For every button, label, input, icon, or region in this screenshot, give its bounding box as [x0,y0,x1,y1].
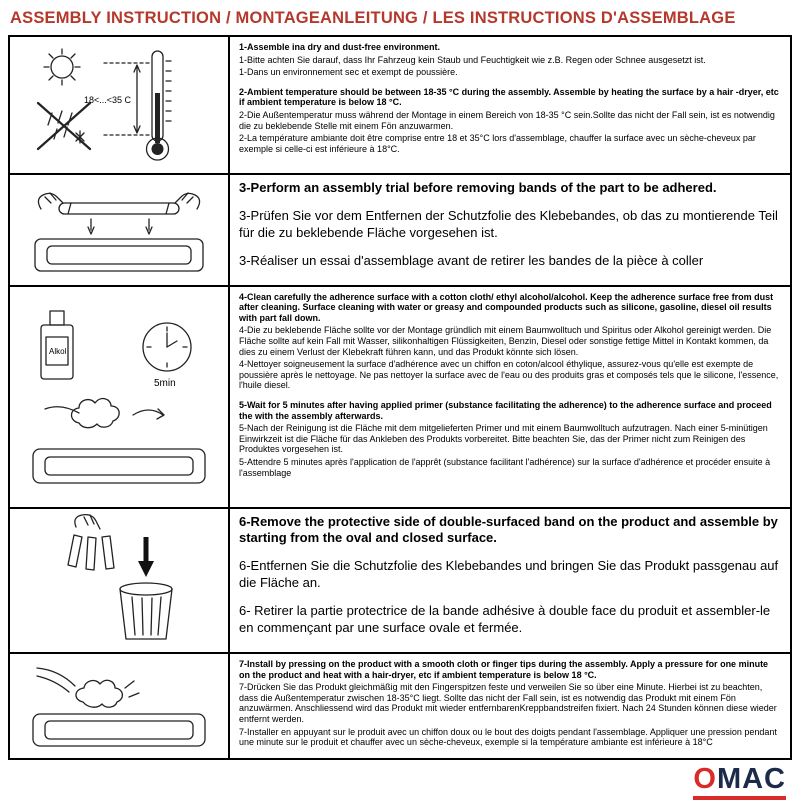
cleaning-illustration [21,291,217,503]
instruction-paragraph: 6-Entfernen Sie die Schutzfolie des Klebebandes und bringen Sie das Produkt passgenau auf die Fläche an. [239,558,779,591]
assembly-trial-illustration [21,179,217,279]
no-rain-snow-icon [38,103,90,149]
trash-bin-icon [120,583,172,639]
wiping-hand-icon [45,398,164,427]
illustration-cell [9,286,229,508]
illustration-cell [9,174,229,286]
alcohol-bottle-icon [41,311,73,379]
page-title: ASSEMBLY INSTRUCTION / MONTAGEANLEITUNG / LES INSTRUCTIONS D'ASSEMBLAGE [10,9,736,27]
instruction-paragraph: 2-Ambient temperature should be between 18-35 °C during the assembly. Assemble by heating the surface by a hair -dryer, etc if ambient temperature is below 18 °C. [239,86,779,108]
instruction-paragraph: 2-Die Außentemperatur muss während der Montage in einem Bereich von 18-35 °C sein.Sollte das nicht der Fall sein, ist es notwendig die zu beklebende Stelle mit einem Fön anzuwarmen. [239,110,775,131]
instruction-paragraph: 1-Dans un environnement sec et exempt de poussière. [239,67,458,78]
omac-logo-mac: MAC [716,762,786,795]
instruction-row [9,286,791,508]
temperature-range-label: 18<...<35 C [84,95,132,105]
instruction-table [8,35,792,760]
omac-logo-underline [693,796,786,800]
instruction-text-cell [229,508,791,653]
instruction-paragraph: 6- Retirer la partie protectrice de la bande adhésive à double face du produit et assembler-le en commençant par une surface ovale et fermée. [239,603,771,636]
omac-logo [693,762,786,800]
instruction-paragraph: 5-Nach der Reinigung ist die Fläche mit dem mitgelieferten Primer und mit einem Baumwolltuch aufzutragen. Nach einer 5-minütigen Einwirkzeit ist die Fläche für das Ankleben des Produkts vorbereitet. Bitte beachten Sie, das der Primer nicht zum Reinigen des Produktes vorgesehen ist. [239,423,768,455]
instruction-text-cell [229,174,791,286]
instruction-paragraph: 1-Assemble ina dry and dust-free environment. [239,42,441,52]
instruction-paragraph: 5-Wait for 5 minutes after having applied primer (substance facilitating the adherence) to the adherence surface and proceed the with the assembly afterwards. [239,400,772,421]
instruction-paragraph: 4-Die zu beklebende Fläche sollte vor der Montage gründlich mit einem Baumwolltuch und Spiritus oder Alkohol gereinigt werden. Die Fläche sollte auf kein Fall mit Wasser, silikonhaltigen Flüssigkeiten, Benzin, Diesel oder sonstige fettige Mittel in Kontakt kommen, da dies zu einem Verlust der Klebekraft führen kann, und das Produkt könnte sich lösen. [239,325,772,357]
instruction-paragraph: 7-Installer en appuyant sur le produit avec un chiffon doux ou le bout des doigts pendant l'assemblage. Appliquer une pression pendant une minute sur le produit et chauffer avec un sèche-cheveux, exemple si la température ambiante est inférieure à 18°C [239,726,777,748]
remove-tape-illustration [24,513,214,645]
illustration-cell [9,653,229,759]
instruction-paragraph: 6-Remove the protective side of double-surfaced band on the product and assemble by starting from the oval and closed surface. [239,513,778,546]
omac-logo-text [693,762,786,795]
five-minutes-label: 5min [154,377,176,389]
door-sill-panel-icon [33,714,205,746]
instruction-row [9,508,791,653]
illustration-cell [9,36,229,174]
clock-icon [143,323,191,371]
instruction-text-cell [229,653,791,759]
instruction-paragraph: 1-Bitte achten Sie darauf, dass Ihr Fahrzeug kein Staub und Feuchtigkeit wie z.B. Regen oder Schnee ausgesetzt ist. [239,54,706,65]
instruction-paragraph: 3-Réaliser un essai d'assemblage avant de retirer les bandes de la pièce à coller [239,252,704,268]
sun-icon [44,49,80,85]
press-install-illustration [21,658,217,754]
instruction-paragraph: 4-Clean carefully the adherence surface with a cotton cloth/ ethyl alcohol/alcohol. Keep the adherence surface free from dust after cleaning. Surface cleaning with water or greasy and compounded products such as silicone, gasoline, diesel oil results with part fall down. [239,291,774,323]
footer [8,760,792,800]
hand-pulling-tape-icon [68,514,114,569]
hands-holding-trim-icon [38,193,199,234]
alcohol-label: Alkol [49,346,67,356]
instruction-paragraph: 4-Nettoyer soigneusement la surface d'adhérence avec un chiffon en coton/alcool éthylique, assurez-vous qu'elle est exempte de poussière après le nettoyage. Ne pas nettoyer la surface avec de l'eau ou des produits gras et composés tels que le silicone, l'essence, l'huile diesel. [239,359,779,391]
instruction-paragraph: 3-Perform an assembly trial before removing bands of the part to be adhered. [239,180,717,195]
instruction-paragraph: 5-Attendre 5 minutes après l'application de l'apprêt (substance facilitant l'adhérence) sur la surface d'adhérence et procéder ensuite à l'assemblage [239,457,771,478]
pressing-hand-icon [37,668,139,707]
instruction-row [9,36,791,174]
instruction-row [9,174,791,286]
down-arrow-icon [138,537,154,577]
illustration-cell [9,508,229,653]
instruction-paragraph: 3-Prüfen Sie vor dem Entfernen der Schutzfolie des Klebebandes, ob das zu montierende Teil für die zu beklebende Fläche vorgesehen ist. [239,207,778,240]
instruction-paragraph: 7-Install by pressing on the product with a smooth cloth or finger tips during the assembly. Apply a pressure for one minute on the product and heat with a hair-dryer, etc if ambient temperature is below 18 °C. [239,658,769,680]
instruction-row [9,653,791,759]
instruction-paragraph: 2-La température ambiante doit être comprise entre 18 et 35°C lors d'assemblage, chauffer la surface avec un sèche-cheveux par exemple si celle-ci est inférieure à 18°C. [239,133,756,154]
instruction-paragraph: 7-Drücken Sie das Produkt gleichmäßig mit den Fingerspitzen feste und verweilen Sie so über eine Minute. Hierbei ist zu beachten, dass die Außentemperatur zwischen 18-35°C liegt. Sollte das nicht der Fall sein, ist es notwendig das Produkt mit einem Fön anzuwärmen. Anschliessend wird das Produkt mit wieder entfernbarenKreppbandstreifen fixiert. Nach 24 Stunden können diese wieder entfernt werden. [239,682,777,724]
instruction-text-cell [229,36,791,174]
omac-logo-o: O [693,762,717,795]
temperature-conditions-illustration [24,41,214,167]
door-sill-panel-icon [35,239,203,271]
door-sill-panel-icon [33,449,205,483]
thermometer-icon [104,51,171,160]
instruction-text-cell [229,286,791,508]
